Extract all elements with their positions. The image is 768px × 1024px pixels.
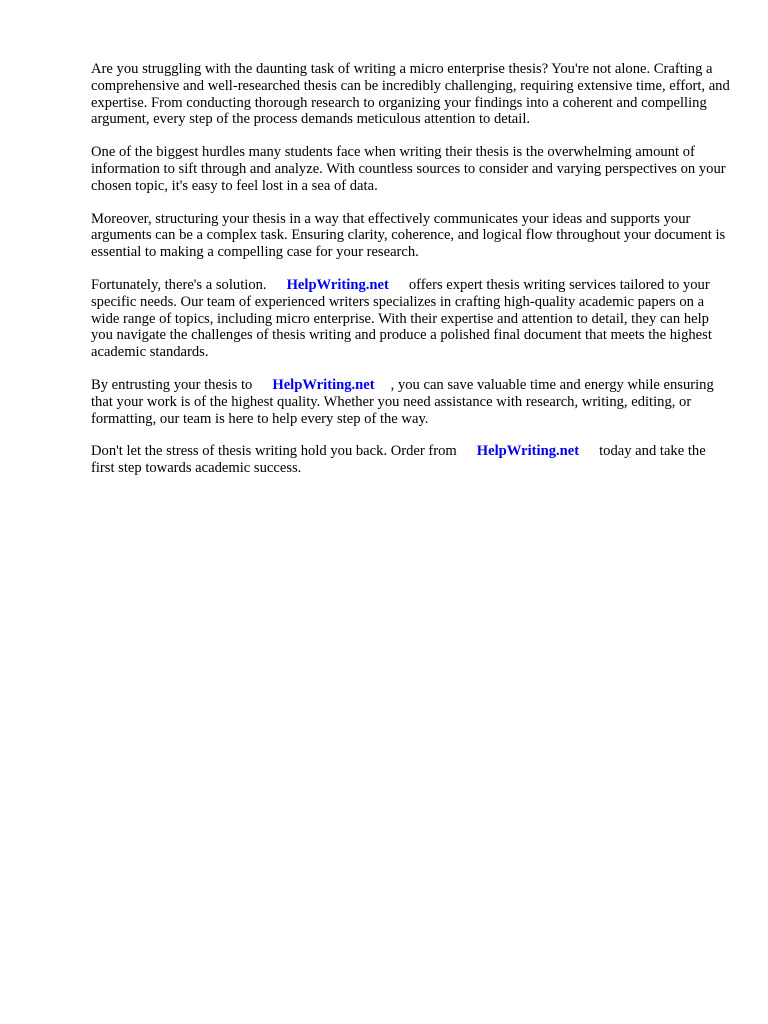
paragraph-order-rest: today and take the first step towards academic success. <box>91 443 706 477</box>
paragraph-order-lead: Don't let the stress of thesis writing hold you back. Order from <box>91 443 457 460</box>
paragraph-intro: Are you struggling with the daunting task of writing a micro enterprise thesis? You're not alone. Crafting a comprehensive and well-researched thesis can be incredibly challenging, requiring extensive time, effort, and expertise. From conducting thorough research to organizing your findings into a coherent and compelling argument, every step of the process demands meticulous attention to detail. <box>91 61 730 128</box>
document-body <box>91 61 731 493</box>
paragraph-entrust-lead: By entrusting your thesis to <box>91 376 253 393</box>
paragraph-solution-lead: Fortunately, there's a solution. <box>91 276 267 293</box>
paragraph-entrust <box>91 377 731 427</box>
paragraph-solution <box>91 277 731 361</box>
paragraph-order <box>91 443 731 477</box>
helpwriting-link-1[interactable]: HelpWriting.net <box>286 276 389 293</box>
paragraph-hurdles: One of the biggest hurdles many students face when writing their thesis is the overwhelming amount of information to sift through and analyze. With countless sources to consider and varying perspectives on your chosen topic, it's easy to feel lost in a sea of data. <box>91 144 726 194</box>
helpwriting-link-3[interactable]: HelpWriting.net <box>476 443 580 460</box>
paragraph-solution-rest: offers expert thesis writing services tailored to your specific needs. Our team of experienced writers specializes in crafting high-quality academic papers on a wide range of topics, including micro enterprise. With their expertise and attention to detail, they can help you navigate the challenges of thesis writing and produce a polished final document that meets the highest academic standards. <box>91 276 712 361</box>
helpwriting-link-2[interactable]: HelpWriting.net <box>272 376 375 393</box>
paragraph-entrust-rest: , you can save valuable time and energy while ensuring that your work is of the highest quality. Whether you need assistance with research, writing, editing, or formatting, our team is here to help every step of the way. <box>91 376 714 427</box>
paragraph-structure: Moreover, structuring your thesis in a way that effectively communicates your ideas and supports your arguments can be a complex task. Ensuring clarity, coherence, and logical flow throughout your document is essential to making a compelling case for your research. <box>91 210 726 261</box>
